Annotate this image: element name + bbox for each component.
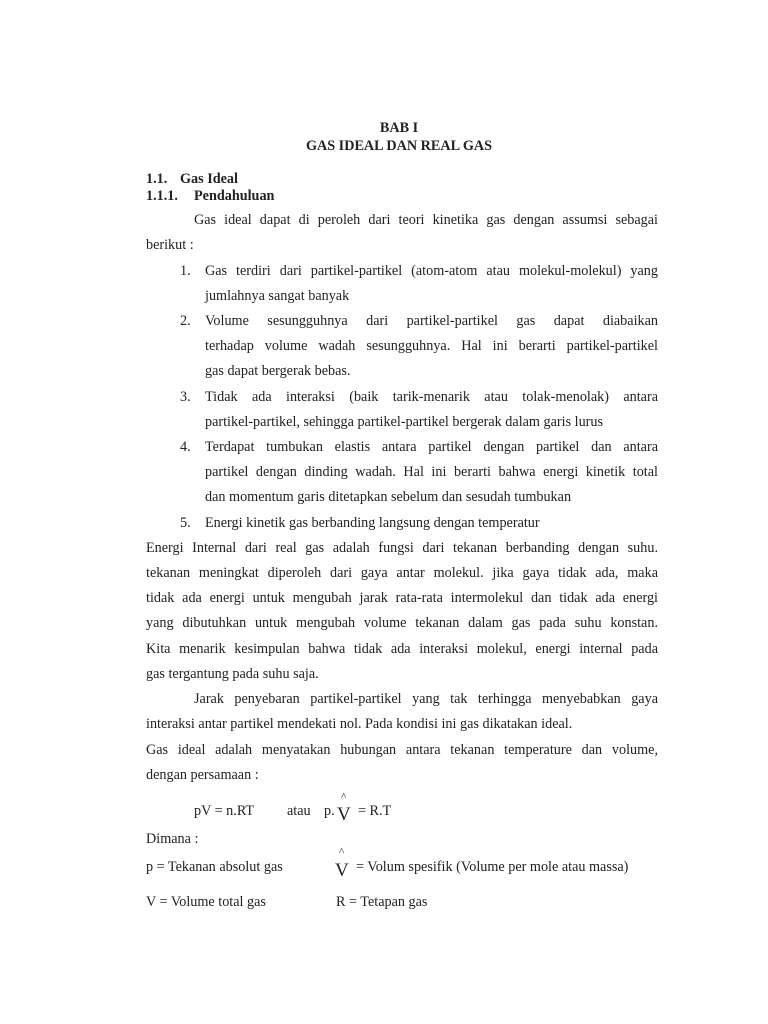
paragraph-line: yang dibutuhkan untuk mengubah volume tekanan dalam gas pada suhu konstan. [146,615,658,631]
list-item-line: Gas terdiri dari partikel-partikel (atom-atom atau molekul-molekul) yang [205,263,658,279]
list-number: 5. [180,515,191,531]
list-item-line: partikel dengan dinding wadah. Hal ini berarti bahwa energi kinetik total [205,464,658,480]
paragraph-line: gas tergantung pada suhu saja. [146,666,319,682]
list-number: 1. [180,263,191,279]
list-item-line: partikel-partikel, sehingga partikel-partikel bergerak dalam garis lurus [205,414,604,430]
list-item-line: jumlahnya sangat banyak [205,288,350,304]
hat-symbol: ^ [341,791,347,803]
v-hat-symbol: V [337,804,351,825]
equation-rhs: = R.T [358,803,392,819]
definition-R: R = Tetapan gas [336,894,428,910]
list-number: 2. [180,313,191,329]
dimana-label: Dimana : [146,831,199,847]
list-number: 4. [180,439,191,455]
paragraph-line: interaksi antar partikel mendekati nol. Pada kondisi ini gas dikatakan ideal. [146,716,573,732]
paragraph-line: dengan persamaan : [146,767,259,783]
intro-line-1: Gas ideal dapat di peroleh dari teori kinetika gas dengan assumsi sebagai [194,212,658,228]
list-number: 3. [180,389,191,405]
section-title: Gas Ideal [180,171,238,187]
paragraph-line: Kita menarik kesimpulan bahwa tidak ada interaksi molekul, energi internal pada [146,641,658,657]
list-item-line: terhadap volume wadah sesungguhnya. Hal ini berarti partikel-partikel [205,338,658,354]
paragraph-line: Gas ideal adalah menyatakan hubungan antara tekanan temperature dan volume, [146,742,658,758]
equation-p: p. [324,803,335,819]
paragraph-line: Jarak penyebaran partikel-partikel yang tak terhingga menyebabkan gaya [194,691,658,707]
intro-line-2: berikut : [146,237,194,253]
paragraph-line: tidak ada energi untuk mengubah jarak rata-rata intermolekul dan tidak ada energi [146,590,658,606]
paragraph-line: Energi Internal dari real gas adalah fungsi dari tekanan berbanding dengan suhu. [146,540,658,556]
hat-symbol: ^ [339,846,345,858]
list-item-line: Volume sesungguhnya dari partikel-partikel gas dapat diabaikan [205,313,658,329]
subsection-title: Pendahuluan [194,188,275,204]
chapter-title: GAS IDEAL DAN REAL GAS [305,138,493,154]
section-number: 1.1. [146,171,168,187]
list-item-line: gas dapat bergerak bebas. [205,363,351,379]
chapter-number: BAB I [379,120,419,136]
paragraph-line: tekanan meningkat diperoleh dari gaya antar molekul. jika gaya tidak ada, maka [146,565,658,581]
list-item-line: dan momentum garis ditetapkan sebelum dan sesudah tumbukan [205,489,572,505]
subsection-number: 1.1.1. [146,188,178,204]
list-item-line: Terdapat tumbukan elastis antara partikel dengan partikel dan antara [205,439,658,455]
list-item-line: Energi kinetik gas berbanding langsung dengan temperatur [205,515,540,531]
definition-p: p = Tekanan absolut gas [146,859,283,875]
list-item-line: Tidak ada interaksi (baik tarik-menarik atau tolak-menolak) antara [205,389,658,405]
definition-V: V = Volume total gas [146,894,266,910]
equation-lhs: pV = n.RT [194,803,255,819]
equation-atau: atau [287,803,311,819]
definition-v-spec: = Volum spesifik (Volume per mole atau massa) [356,859,629,875]
v-hat-symbol: V [335,860,349,881]
